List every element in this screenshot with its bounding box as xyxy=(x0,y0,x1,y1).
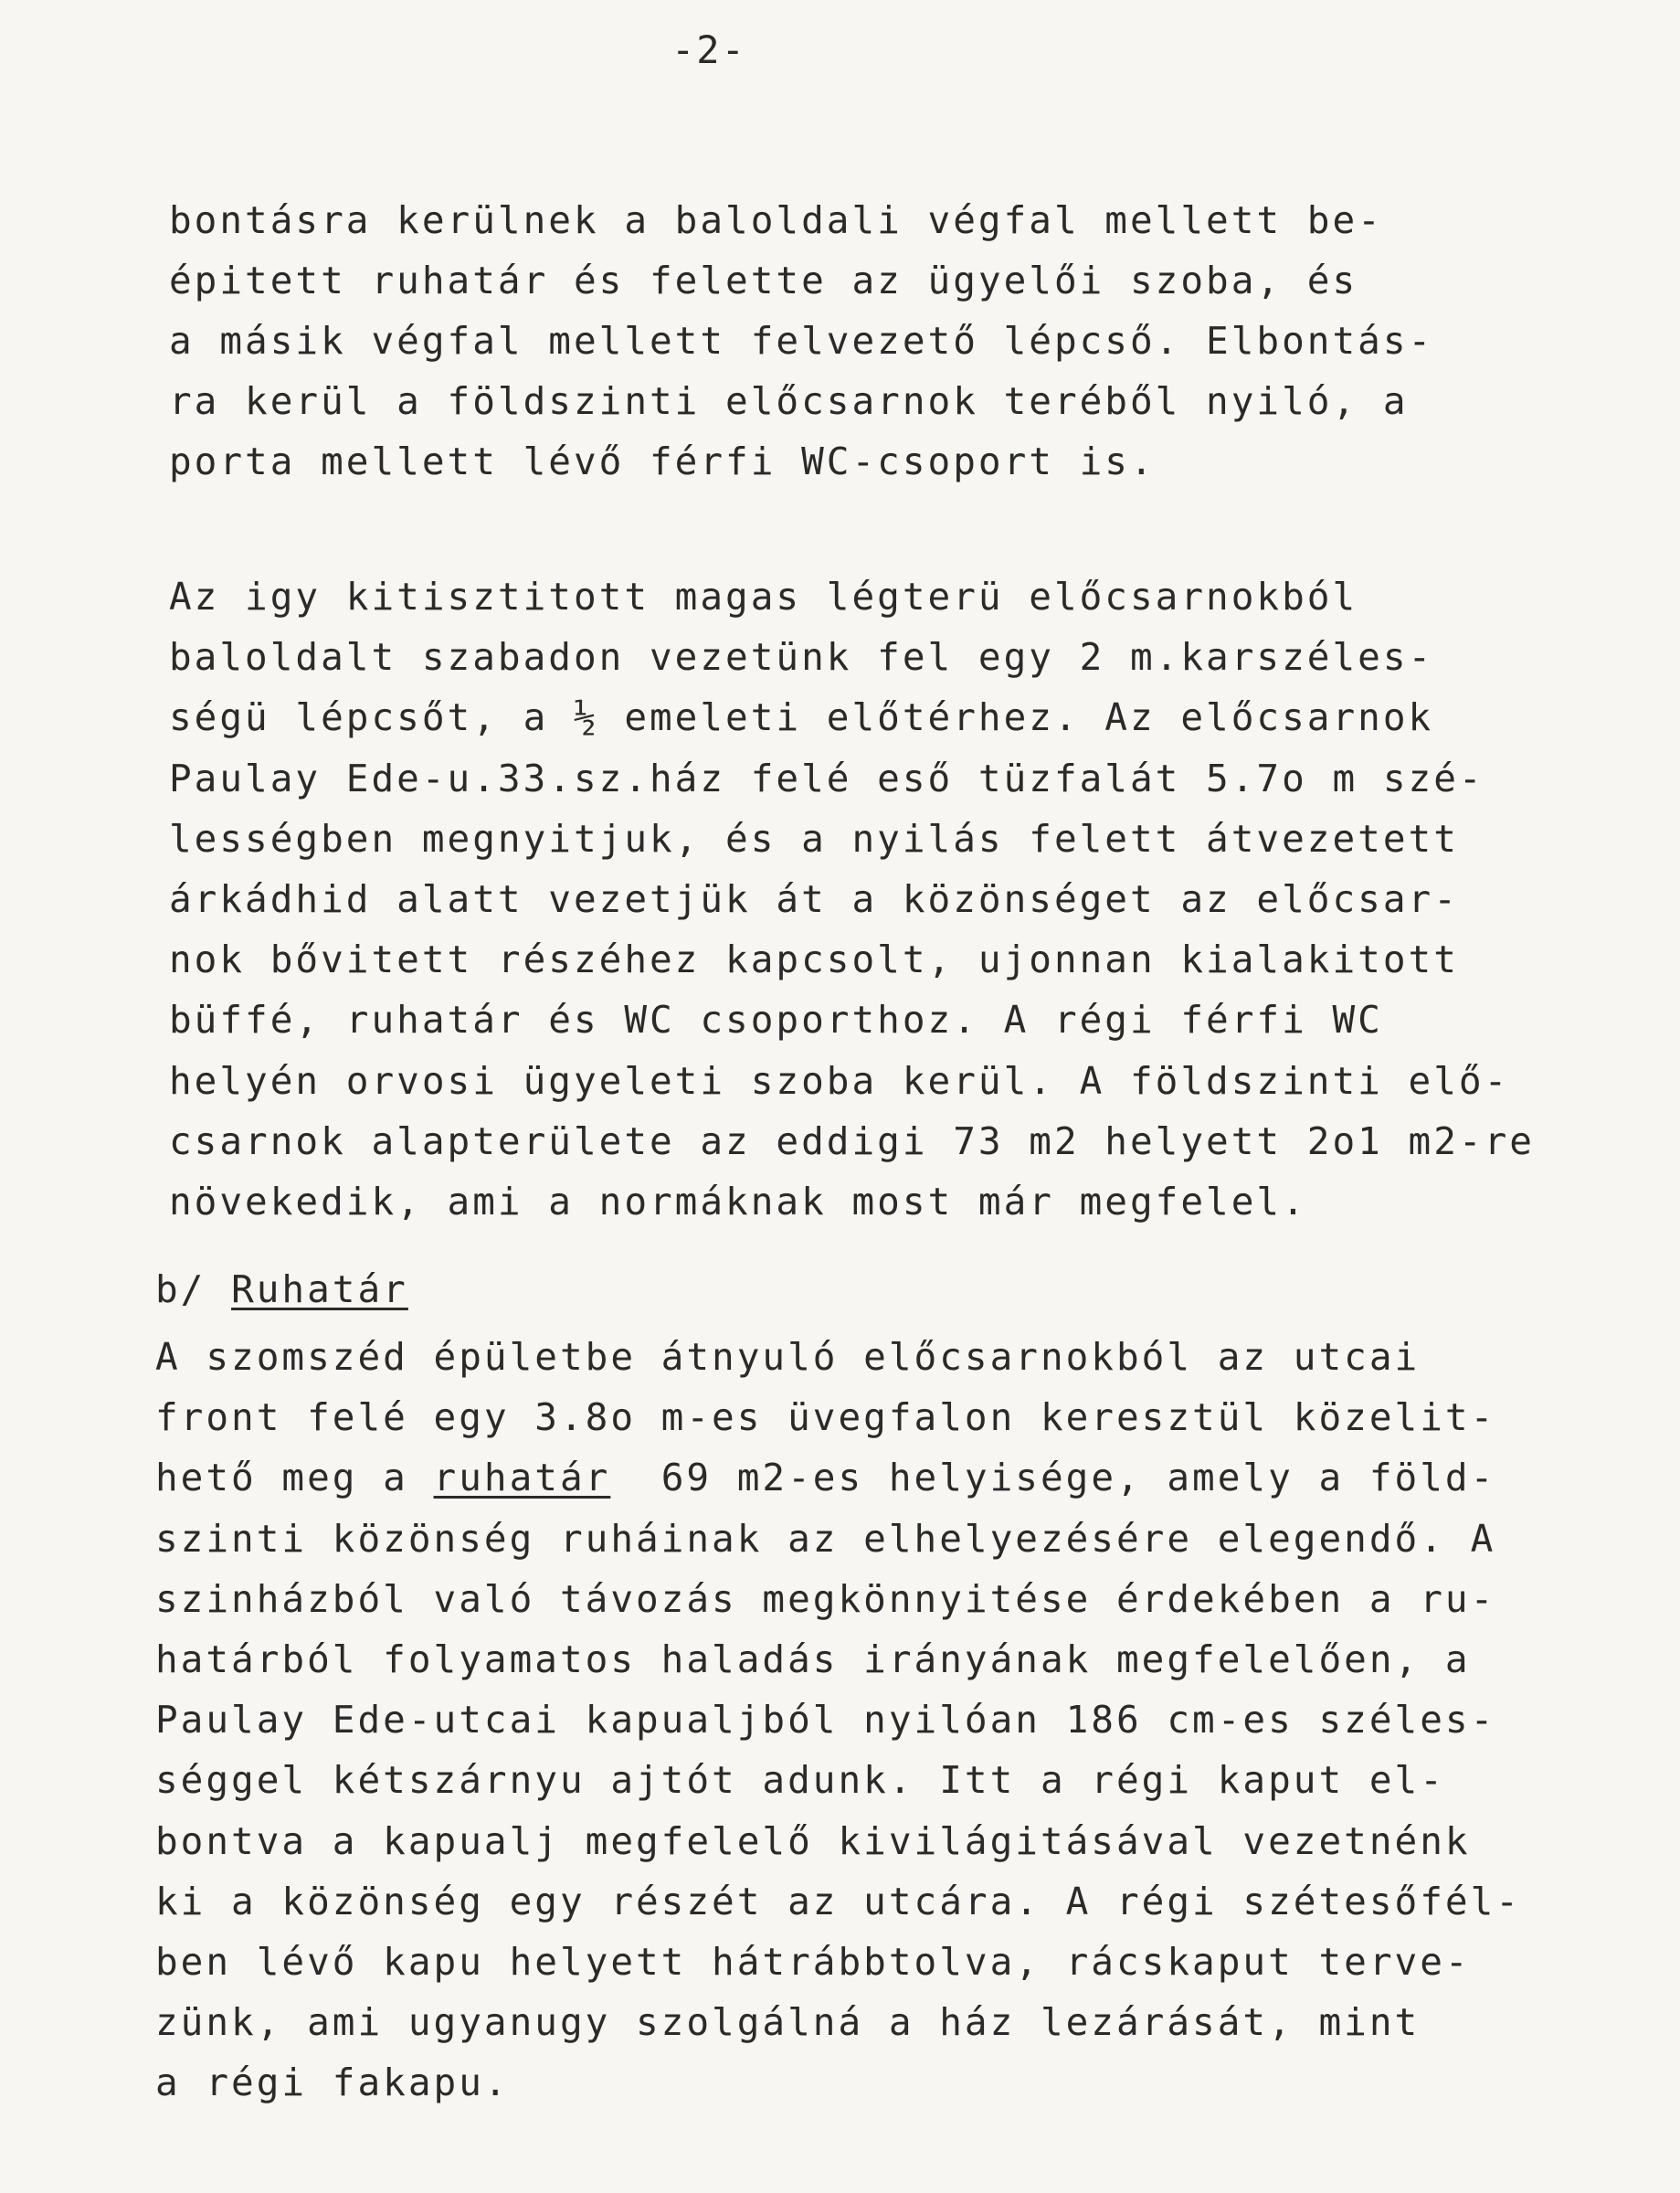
text-fragment: 69 m2-es helyisége, amely a föld- xyxy=(610,1456,1496,1500)
text-line: Paulay Ede-u.33.sz.ház felé eső tüzfalát 5.7o m szé- xyxy=(169,756,1485,800)
text-line: lességben megnyitjuk, és a nyilás felett átvezetett xyxy=(169,816,1459,861)
section-prefix: b/ xyxy=(155,1267,232,1311)
page-number: -2- xyxy=(671,27,746,72)
text-line: határból folyamatos haladás irányának megfelelően, a xyxy=(155,1637,1471,1681)
text-line: Paulay Ede-utcai kapualjból nyilóan 186 cm-es széles- xyxy=(155,1698,1496,1743)
section-heading xyxy=(155,1259,1526,1319)
text-line xyxy=(155,1447,1526,1508)
text-line: ben lévő kapu helyett hátrábbtolva, rácskaput terve- xyxy=(155,1939,1471,1984)
text-line: A szomszéd épületbe átnyuló előcsarnokból az utcai xyxy=(155,1335,1421,1379)
underlined-term: ruhatár xyxy=(433,1456,611,1500)
text-line: helyén orvosi ügyeleti szoba kerül. A földszinti elő- xyxy=(169,1058,1510,1103)
section-title: Ruhatár xyxy=(231,1267,408,1311)
text-line: árkádhid alatt vezetjük át a közönséget az előcsar- xyxy=(169,876,1459,921)
paragraph-cloakroom xyxy=(155,1327,1526,2113)
text-line: bontva a kapualj megfelelő kivilágitásával vezetnénk xyxy=(155,1818,1471,1863)
text-line: baloldalt szabadon vezetünk fel egy 2 m.karszéles- xyxy=(169,635,1434,680)
text-line: szinti közönség ruháinak az elhelyezésére elegendő. A xyxy=(155,1516,1496,1561)
text-line: nok bővitett részéhez kapcsolt, ujonnan kialakitott xyxy=(169,938,1459,982)
text-line: csarnok alapterülete az eddigi 73 m2 helyett 2o1 m2-re xyxy=(169,1118,1535,1163)
paragraph-demolition xyxy=(169,190,1539,492)
text-line: porta mellett lévő férfi WC-csoport is. xyxy=(169,440,1156,483)
text-line: szinházból való távozás megkönnyitése érdekében a ru- xyxy=(155,1576,1496,1621)
text-line: ségü lépcsőt, a ½ emeleti előtérhez. Az előcsarnok xyxy=(169,695,1434,740)
text-line: a másik végfal mellett felvezető lépcső. Elbontás- xyxy=(169,319,1434,363)
text-line: Az igy kitisztitott magas légterü előcsarnokból xyxy=(169,575,1358,619)
text-line: séggel kétszárnyu ajtót adunk. Itt a régi kaput el- xyxy=(155,1758,1445,1803)
text-line: front felé egy 3.8o m-es üvegfalon keresztül közelit- xyxy=(155,1395,1496,1440)
text-line: épitett ruhatár és felette az ügyelői szoba, és xyxy=(169,259,1358,302)
text-line: ra kerül a földszinti előcsarnok teréből nyiló, a xyxy=(169,379,1409,423)
text-line: büffé, ruhatár és WC csoporthoz. A régi férfi WC xyxy=(169,998,1383,1043)
text-line: bontásra kerülnek a baloldali végfal mellett be- xyxy=(169,198,1383,242)
text-line: a régi fakapu. xyxy=(155,2061,510,2105)
paragraph-lobby xyxy=(169,567,1539,1232)
text-line: növekedik, ami a normáknak most már megfelel. xyxy=(169,1179,1307,1224)
text-line: ki a közönség egy részét az utcára. A régi szétesőfél- xyxy=(155,1879,1521,1923)
section-heading-line xyxy=(155,1259,1526,1319)
text-fragment: hető meg a xyxy=(155,1456,434,1500)
text-line: zünk, ami ugyanugy szolgálná a ház lezárását, mint xyxy=(155,2000,1421,2045)
